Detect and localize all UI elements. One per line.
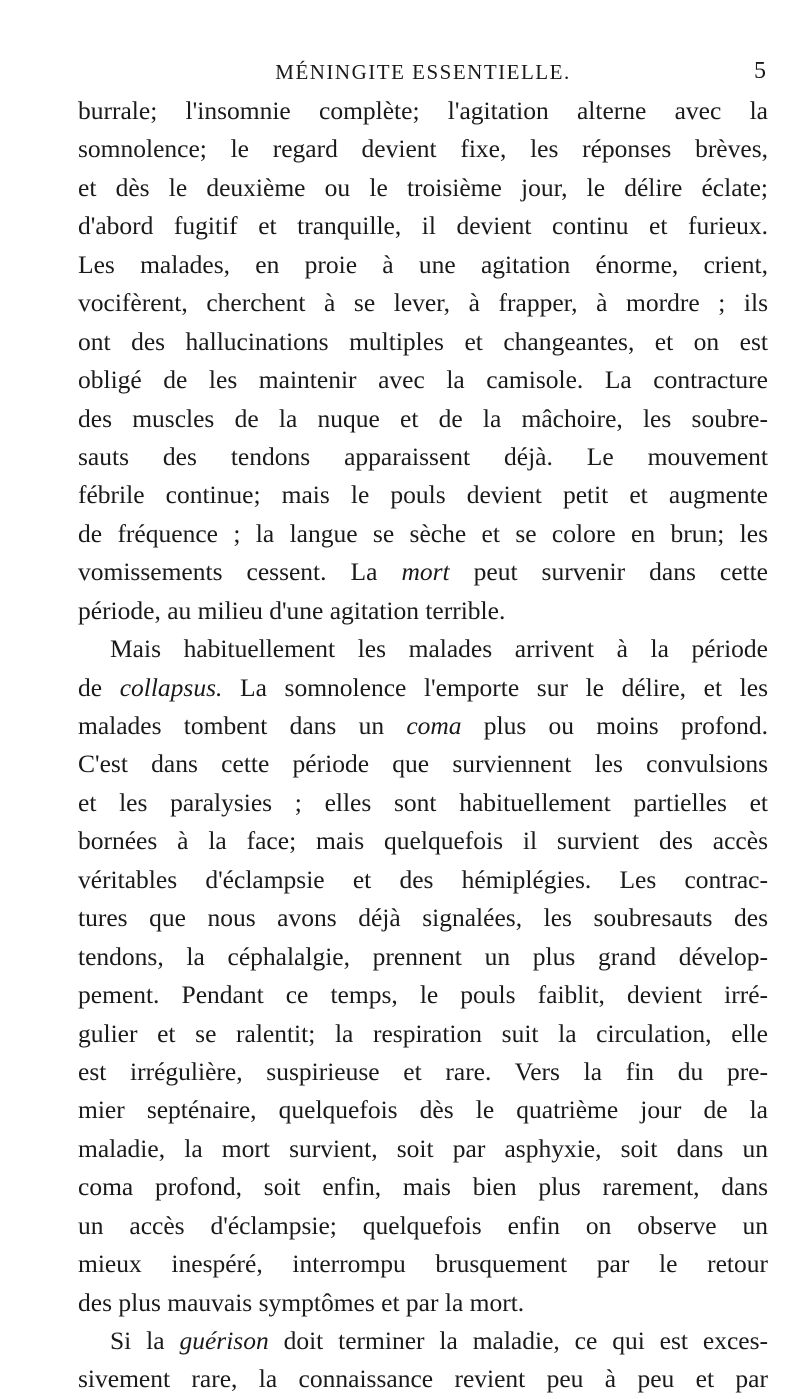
italic-text: coma: [406, 711, 462, 740]
text-segment: Si la: [110, 1326, 180, 1355]
text-segment: coma profond, soit enfin, mais bien plus rarement, dans: [78, 1172, 768, 1202]
text-line: [78, 899, 768, 937]
text-segment: malades tombent dans un: [78, 711, 407, 740]
text-line: [78, 745, 768, 783]
italic-text: guérison: [179, 1326, 269, 1355]
text-segment: période, au milieu d'une agitation terrible.: [78, 595, 506, 625]
text-segment: burrale; l'insomnie complète; l'agitation alterne avec la: [78, 96, 768, 125]
text-segment: doit terminer la maladie, ce qui est exces-: [268, 1326, 768, 1355]
text-line: [78, 1053, 768, 1091]
text-line: [78, 1091, 768, 1129]
text-segment: vomissements cessent. La: [78, 557, 402, 587]
text-line: [78, 630, 768, 668]
text-segment: ont des hallucinations multiples et changeantes, et on est: [78, 326, 768, 356]
text-line: [78, 592, 768, 630]
page-number: 5: [754, 58, 766, 84]
text-line: [78, 669, 768, 707]
text-line: [78, 130, 768, 168]
text-line: [78, 361, 768, 399]
text-line: [78, 284, 768, 322]
text-line: [78, 400, 768, 438]
text-line: [78, 1284, 768, 1322]
text-segment: est irrégulière, suspirieuse et rare. Vers la fin du pre-: [78, 1056, 768, 1086]
text-line: [78, 1168, 768, 1206]
text-segment: La somnolence l'emporte sur le délire, et les: [222, 672, 768, 702]
text-segment: obligé de les maintenir avec la camisole. La contracture: [78, 365, 768, 395]
text-segment: pement. Pendant ce temps, le pouls faiblit, devient irré-: [78, 980, 768, 1010]
text-line: [78, 476, 768, 514]
text-line: [78, 169, 768, 207]
running-header: [78, 58, 768, 88]
text-line: [78, 976, 768, 1014]
text-line: [78, 92, 768, 130]
text-line: [78, 1130, 768, 1168]
italic-text: collapsus.: [119, 672, 223, 702]
text-segment: de: [78, 672, 120, 702]
text-segment: gulier et se ralentit; la respiration suit la circulation, elle: [78, 1018, 768, 1048]
text-line: [78, 822, 768, 860]
text-line: [78, 1322, 768, 1360]
body-text: [78, 92, 768, 1399]
text-segment: et dès le deuxième ou le troisième jour, le délire éclate;: [78, 172, 768, 202]
text-line: [78, 515, 768, 553]
text-line: [78, 938, 768, 976]
text-segment: tures que nous avons déjà signalées, les soubresauts des: [78, 903, 768, 933]
text-segment: mieux inespéré, interrompu brusquement par le retour: [78, 1249, 768, 1279]
italic-text: mort: [401, 557, 450, 587]
text-line: [78, 861, 768, 899]
text-line: [78, 707, 768, 745]
text-segment: maladie, la mort survient, soit par asphyxie, soit dans un: [78, 1133, 768, 1163]
text-segment: un accès d'éclampsie; quelquefois enfin on observe un: [78, 1210, 768, 1240]
text-segment: fébrile continue; mais le pouls devient petit et augmente: [78, 480, 768, 510]
text-segment: d'abord fugitif et tranquille, il devient continu et furieux.: [78, 211, 768, 241]
text-segment: Mais habituellement les malades arrivent à la période: [110, 634, 768, 664]
text-segment: plus ou moins profond.: [461, 711, 768, 740]
text-segment: peut survenir dans cette: [449, 557, 768, 587]
text-segment: somnolence; le regard devient fixe, les réponses brèves,: [78, 134, 768, 164]
text-line: [78, 1245, 768, 1283]
running-title: MÉNINGITE ESSENTIELLE.: [275, 60, 571, 84]
text-segment: des muscles de la nuque et de la mâchoire, les soubre-: [78, 403, 768, 433]
text-segment: C'est dans cette période que surviennent les convulsions: [78, 749, 768, 779]
text-line: [78, 1207, 768, 1245]
text-segment: sivement rare, la connaissance revient peu à peu et par: [78, 1364, 768, 1394]
text-line: [78, 438, 768, 476]
text-line: [78, 784, 768, 822]
text-segment: véritables d'éclampsie et des hémiplégies. Les contrac-: [78, 864, 768, 894]
text-line: [78, 1360, 768, 1398]
text-line: [78, 246, 768, 284]
text-line: [78, 207, 768, 245]
text-segment: mier septénaire, quelquefois dès le quatrième jour de la: [78, 1095, 768, 1125]
text-segment: Les malades, en proie à une agitation énorme, crient,: [78, 249, 768, 279]
text-line: [78, 553, 768, 591]
text-line: [78, 323, 768, 361]
text-segment: sauts des tendons apparaissent déjà. Le mouvement: [78, 441, 768, 471]
text-segment: tendons, la céphalalgie, prennent un plus grand dévelop-: [78, 941, 768, 971]
text-line: [78, 1015, 768, 1053]
text-segment: et les paralysies ; elles sont habituellement partielles et: [78, 787, 768, 817]
text-segment: de fréquence ; la langue se sèche et se colore en brun; les: [78, 518, 768, 548]
text-segment: bornées à la face; mais quelquefois il survient des accès: [78, 826, 768, 856]
text-segment: vocifèrent, cherchent à se lever, à frapper, à mordre ; ils: [78, 288, 768, 318]
text-segment: des plus mauvais symptômes et par la mort.: [78, 1287, 525, 1317]
